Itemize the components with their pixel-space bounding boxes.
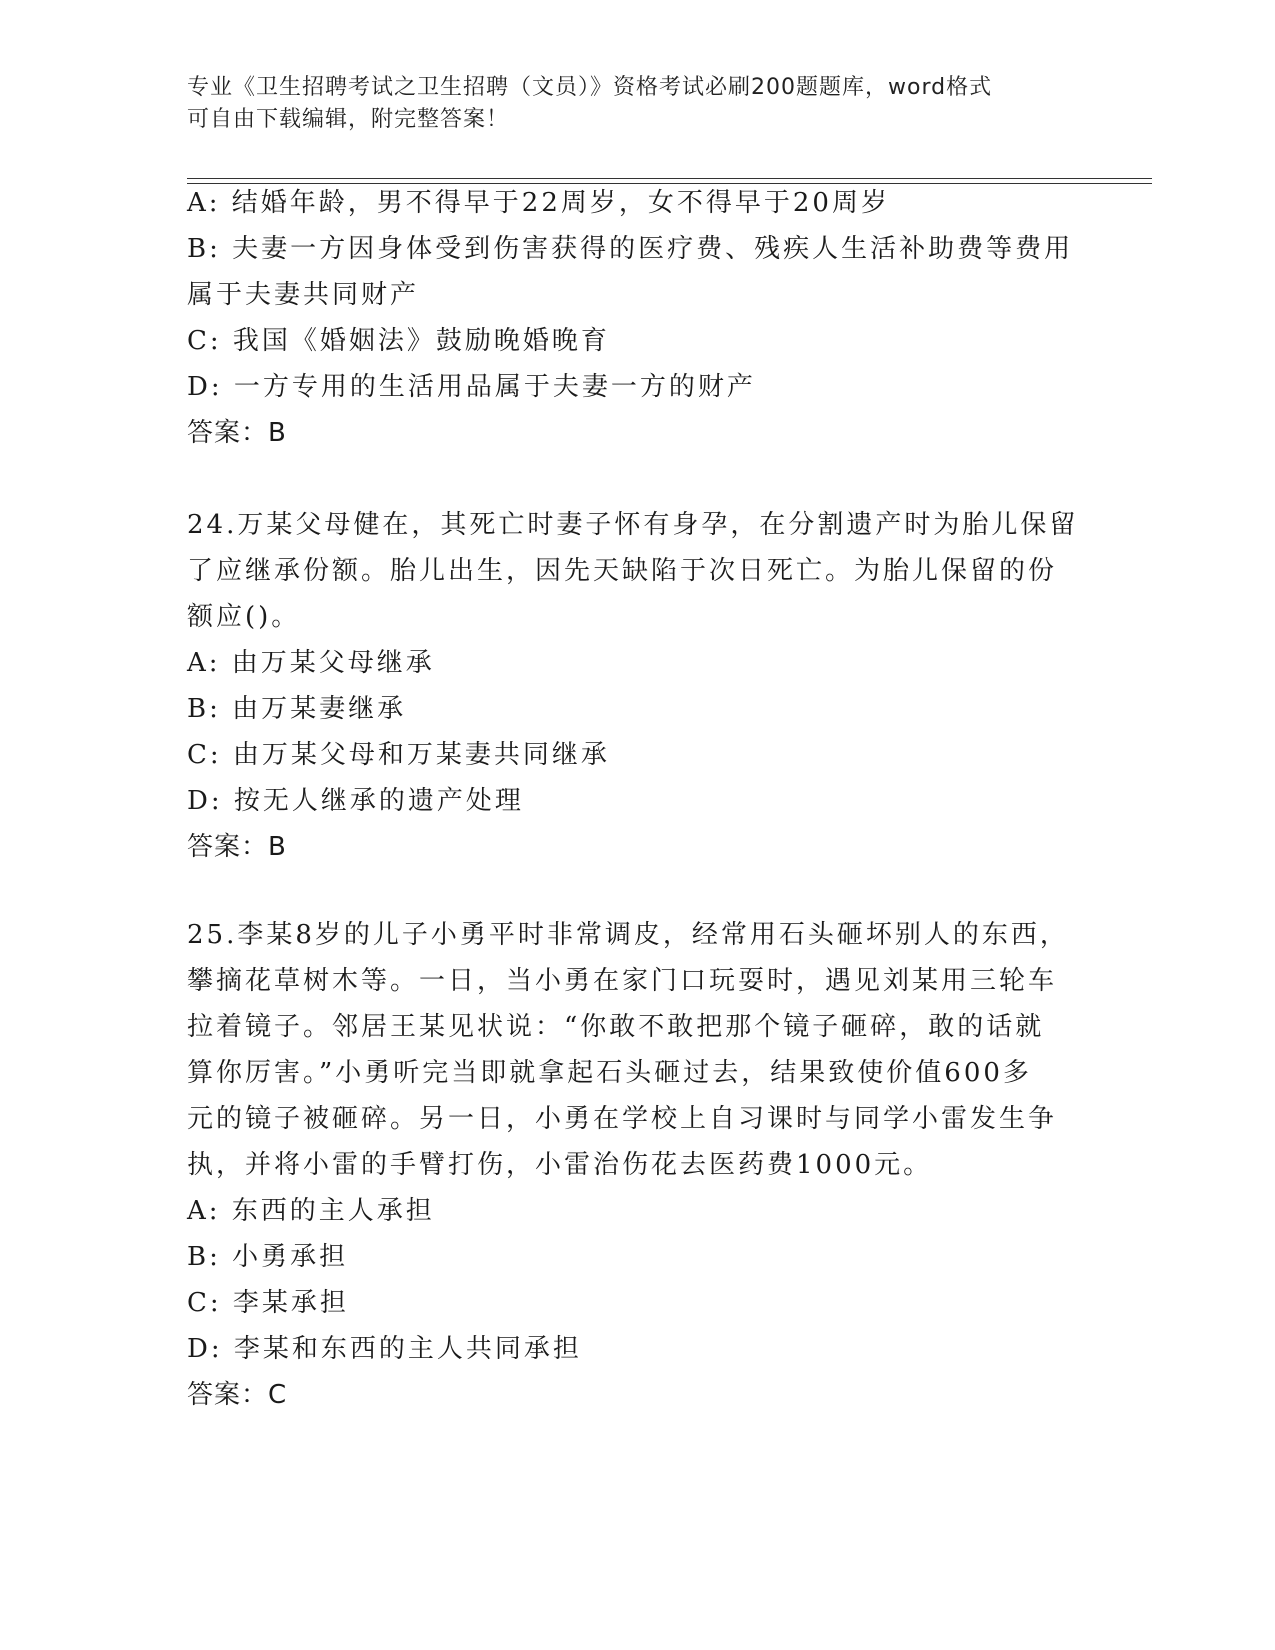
option-c: C: 我国《婚姻法》鼓励晚婚晚育 (187, 326, 610, 356)
header-divider-top (187, 178, 1152, 179)
answer: 答案：C (187, 1380, 288, 1410)
option-b: B: 小勇承担 (187, 1242, 349, 1272)
question-text-line: 执，并将小雷的手臂打伤，小雷治伤花去医药费1000元。 (187, 1150, 933, 1180)
question-23-block (187, 180, 1074, 456)
document-header (187, 72, 1067, 136)
question-text-line: 攀摘花草树木等。一日，当小勇在家门口玩耍时，遇见刘某用三轮车 (187, 966, 1058, 996)
header-line-2: 可自由下载编辑，附完整答案！ (187, 107, 510, 132)
header-line-1: 专业《卫生招聘考试之卫生招聘（文员）》资格考试必刷200题题库，word格式 (187, 75, 993, 100)
option-a: A: 东西的主人承担 (187, 1196, 435, 1226)
question-text-line: 元的镜子被砸碎。另一日，小勇在学校上自习课时与同学小雷发生争 (187, 1104, 1058, 1134)
question-text-line: 了应继承份额。胎儿出生，因先天缺陷于次日死亡。为胎儿保留的份 (187, 556, 1058, 586)
question-24-block (187, 502, 1079, 870)
question-text-line: 额应()。 (187, 602, 301, 632)
option-b: B: 夫妻一方因身体受到伤害获得的医疗费、残疾人生活补助费等费用 (187, 234, 1074, 264)
option-c: C: 由万某父母和万某妻共同继承 (187, 740, 610, 770)
option-a: A: 结婚年龄，男不得早于22周岁，女不得早于20周岁 (187, 188, 890, 218)
question-25-block (187, 912, 1067, 1418)
question-text-line: 24.万某父母健在，其死亡时妻子怀有身孕，在分割遗产时为胎儿保留 (187, 510, 1079, 540)
question-text-line: 25.李某8岁的儿子小勇平时非常调皮，经常用石头砸坏别人的东西， (187, 920, 1069, 950)
answer: 答案：B (187, 832, 287, 862)
answer: 答案：B (187, 418, 287, 448)
option-c: C: 李某承担 (187, 1288, 349, 1318)
question-text-line: 算你厉害。”小勇听完当即就拿起石头砸过去，结果致使价值600多 (187, 1058, 1032, 1088)
option-b: B: 由万某妻继承 (187, 694, 407, 724)
option-a: A: 由万某父母继承 (187, 648, 435, 678)
option-b-continued: 属于夫妻共同财产 (187, 280, 420, 310)
option-d: D: 一方专用的生活用品属于夫妻一方的财产 (187, 372, 756, 402)
question-text-line: 拉着镜子。邻居王某见状说：“你敢不敢把那个镜子砸碎，敢的话就 (187, 1012, 1045, 1042)
option-d: D: 按无人继承的遗产处理 (187, 786, 524, 816)
option-d: D: 李某和东西的主人共同承担 (187, 1334, 582, 1364)
